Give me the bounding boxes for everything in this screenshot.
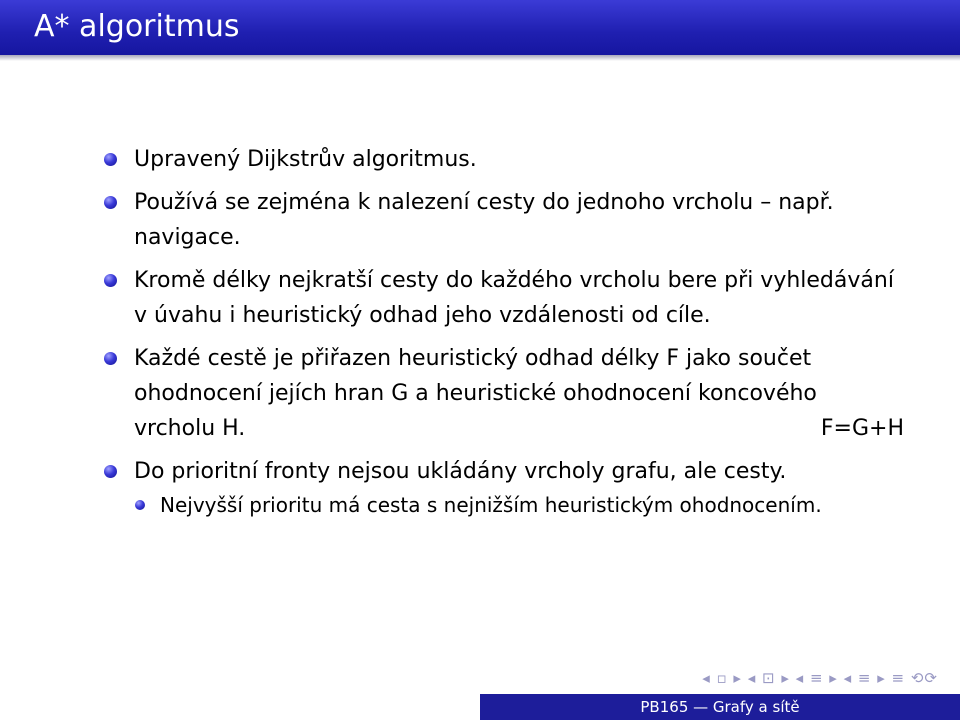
bullet-item bbox=[104, 263, 904, 333]
bullet-item bbox=[104, 142, 904, 177]
bullet-item bbox=[104, 185, 904, 255]
formula: F=G+H bbox=[820, 416, 904, 441]
bullet-icon bbox=[104, 196, 117, 209]
sub-list bbox=[104, 489, 904, 521]
bullet-text: Do prioritní fronty nejsou ukládány vrcholy grafu, ale cesty. bbox=[134, 459, 787, 484]
bullet-icon bbox=[104, 352, 117, 365]
slide-content bbox=[104, 142, 904, 521]
sub-bullet-icon bbox=[135, 500, 145, 510]
bullet-text: Používá se zejména k nalezení cesty do jednoho vrcholu – např. navigace. bbox=[134, 190, 834, 250]
footer-text: PB165 — Grafy a sítě bbox=[640, 698, 800, 716]
sub-bullet-text: Nejvyšší prioritu má cesta s nejnižším heuristickým ohodnocením. bbox=[160, 493, 822, 517]
formula-line bbox=[134, 411, 904, 446]
bullet-icon bbox=[104, 153, 117, 166]
title-bar bbox=[0, 0, 960, 55]
bullet-item bbox=[104, 454, 904, 489]
bullet-item bbox=[104, 341, 904, 446]
footer-bar bbox=[480, 694, 960, 720]
bullet-icon bbox=[104, 274, 117, 287]
bullet-text-end: vrcholu H. bbox=[134, 416, 246, 441]
title-bar-shadow bbox=[0, 55, 960, 61]
bullet-text: Upravený Dijkstrův algoritmus. bbox=[134, 147, 477, 172]
slide-title: A* algoritmus bbox=[34, 9, 240, 44]
sub-bullet-item bbox=[104, 489, 904, 521]
bullet-text: Každé cestě je přiřazen heuristický odhad délky F jako součet ohodnocení jejích hran G a heuristické ohodnocení koncového bbox=[134, 346, 817, 406]
bullet-icon bbox=[104, 465, 117, 478]
navigation-controls[interactable]: ◂ ▫ ▸ ◂ ⊡ ▸ ◂ ≡ ▸ ◂ ≡ ▸ ≡ ⟲⟳ bbox=[702, 669, 938, 687]
bullet-text: Kromě délky nejkratší cesty do každého vrcholu bere při vyhledávání v úvahu i heuristický odhad jeho vzdálenosti od cíle. bbox=[134, 268, 894, 328]
